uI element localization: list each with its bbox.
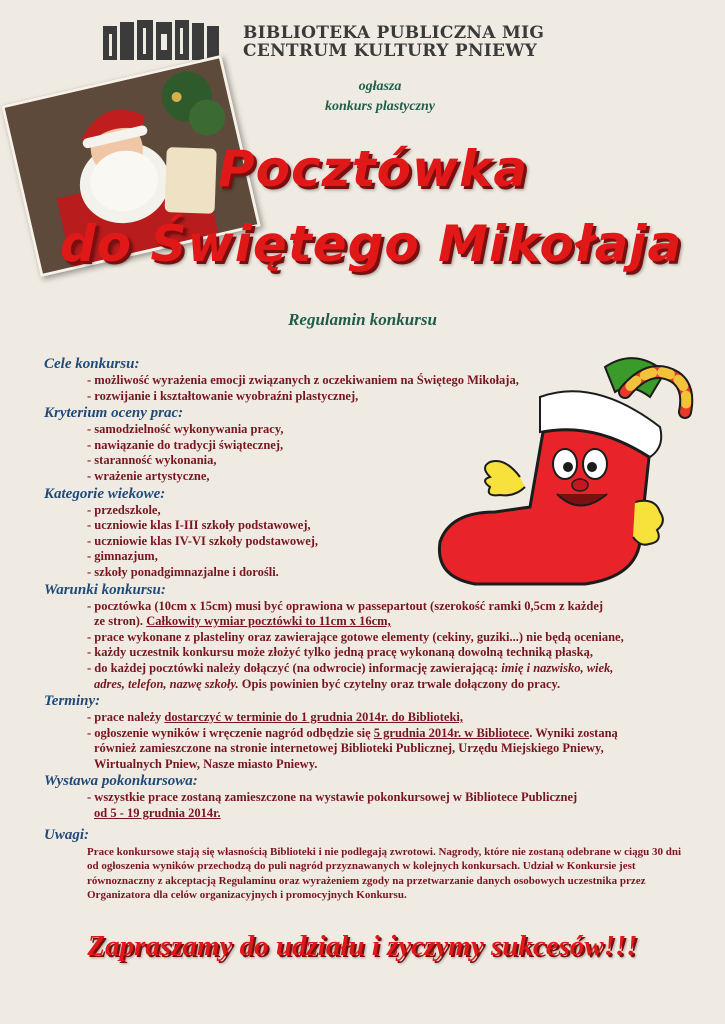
section-heading-dates: Terminy: [44, 693, 101, 710]
org-line-1: BIBLIOTEKA PUBLICZNA MIG [243, 23, 545, 43]
section-heading-criteria: Kryterium oceny prac: [44, 405, 184, 422]
list-item: - gimnazjum, [87, 549, 158, 564]
list-item: - staranność wykonania, [87, 453, 217, 468]
text-span: . Wyniki zostaną [529, 725, 618, 740]
announcement [300, 77, 460, 117]
text-span-underlined: Całkowity wymiar pocztówki to 11cm x 16cm, [146, 614, 391, 629]
list-item: - przedszkole, [87, 502, 161, 517]
list-item: - każdy uczestnik konkursu może złożyć tylko jedną pracę wykonaną dowolną techniką płaską, [87, 645, 593, 660]
list-item: - uczniowie klas I-III szkoły podstawowej, [87, 518, 311, 533]
list-item: - wszystkie prace zostaną zamieszczone na wystawie pokonkursowej w Bibliotece Publicznej [87, 790, 578, 805]
text-span: - do każdej pocztówki należy dołączyć (na odwrocie) informację zawierającą: [87, 660, 499, 675]
text-span: ze stron). [94, 614, 144, 629]
list-item: - szkoły ponadgimnazjalne i dorośli. [87, 564, 279, 579]
list-item-continuation [44, 806, 684, 822]
title-line-2: do Świętego Mikołaja [60, 215, 683, 273]
text-span-underlined: od 5 - 19 grudnia 2014r. [94, 806, 221, 821]
text-span-underlined: 5 grudnia 2014r. w Bibliotece [373, 725, 530, 740]
text-span-underlined: dostarczyć w terminie do 1 grudnia 2014r. do Biblioteki, [164, 710, 464, 725]
section-heading-notes: Uwagi: [44, 826, 89, 843]
section-heading-conditions: Warunki konkursu: [44, 581, 166, 598]
list-item [44, 710, 684, 726]
text-span: Opis powinien być czytelny oraz trwale dołączony do pracy. [241, 676, 561, 691]
list-item: - prace wykonane z plasteliny oraz zawierające gotowe elementy (cekiny, guziki...) nie będą oceniane, [87, 629, 624, 644]
invitation-footer: Zapraszamy do udziału i życzymy sukcesów!!! [87, 930, 638, 962]
list-item: - samodzielność wykonywania pracy, [87, 422, 284, 437]
announce-line-2: konkurs plastyczny [324, 99, 436, 114]
section-heading-goals: Cele konkursu: [44, 356, 140, 372]
list-item-continuation: Wirtualnych Pniew, Nasze miasto Pniewy. [94, 756, 318, 771]
list-item-continuation [44, 677, 684, 693]
rules-content [44, 355, 684, 903]
text-span-italic: imię i nazwisko, wiek, [501, 660, 614, 675]
list-item-continuation: również zamieszczone na stronie internetowej Biblioteki Publicznej, Urzędu Miejskiego Pniewy, [94, 741, 604, 756]
title-line-1: Pocztówka [218, 140, 529, 198]
list-item: - możliwość wyrażenia emocji związanych z oczekiwaniem na Świętego Mikołaja, [87, 373, 519, 387]
list-item-continuation [44, 614, 684, 630]
org-line-2: CENTRUM KULTURY PNIEWY [243, 41, 538, 61]
text-span: - ogłoszenie wyników i wręczenie nagród odbędzie się [87, 725, 371, 740]
regulations-heading: Regulamin konkursu [288, 310, 437, 329]
section-heading-exhibition: Wystawa pokonkursowa: [44, 773, 198, 790]
announce-line-1: ogłasza [358, 79, 402, 94]
list-item: - nawiązanie do tradycji świątecznej, [87, 437, 284, 452]
text-span-italic: adres, telefon, nazwę szkoły. [94, 676, 239, 691]
list-item: - rozwijanie i kształtowanie wyobraźni plastycznej, [87, 388, 359, 403]
text-span: - prace należy [87, 710, 162, 725]
list-item: - pocztówka (10cm x 15cm) musi być oprawiona w passepartout (szerokość ramki 0,5cm z każdej [87, 598, 604, 613]
organization-name [243, 24, 623, 60]
list-item [44, 661, 684, 677]
list-item [44, 726, 684, 742]
list-item: - wrażenie artystyczne, [87, 468, 210, 483]
list-item: - uczniowie klas IV-VI szkoły podstawowej, [87, 533, 319, 548]
section-heading-age-categories: Kategorie wiekowe: [44, 485, 166, 502]
notes-paragraph: Prace konkursowe stają się własnością Biblioteki i nie podlegają zwrotowi. Nagrody, które nie zostaną odebrane w ciągu 30 dni od ogłoszenia wyników przechodzą do puli nagród przyznawanych w kolejnych konkursach. Udział w Konkursie jest równoznaczny z akceptacją Regulaminu oraz wyrażeniem zgody na przetwarzanie danych osobowych uczestnika przez Organizatora dla celów organizacyjnych i promocyjnych Konkursu. [87, 845, 682, 902]
library-logo-icon [103, 20, 219, 62]
